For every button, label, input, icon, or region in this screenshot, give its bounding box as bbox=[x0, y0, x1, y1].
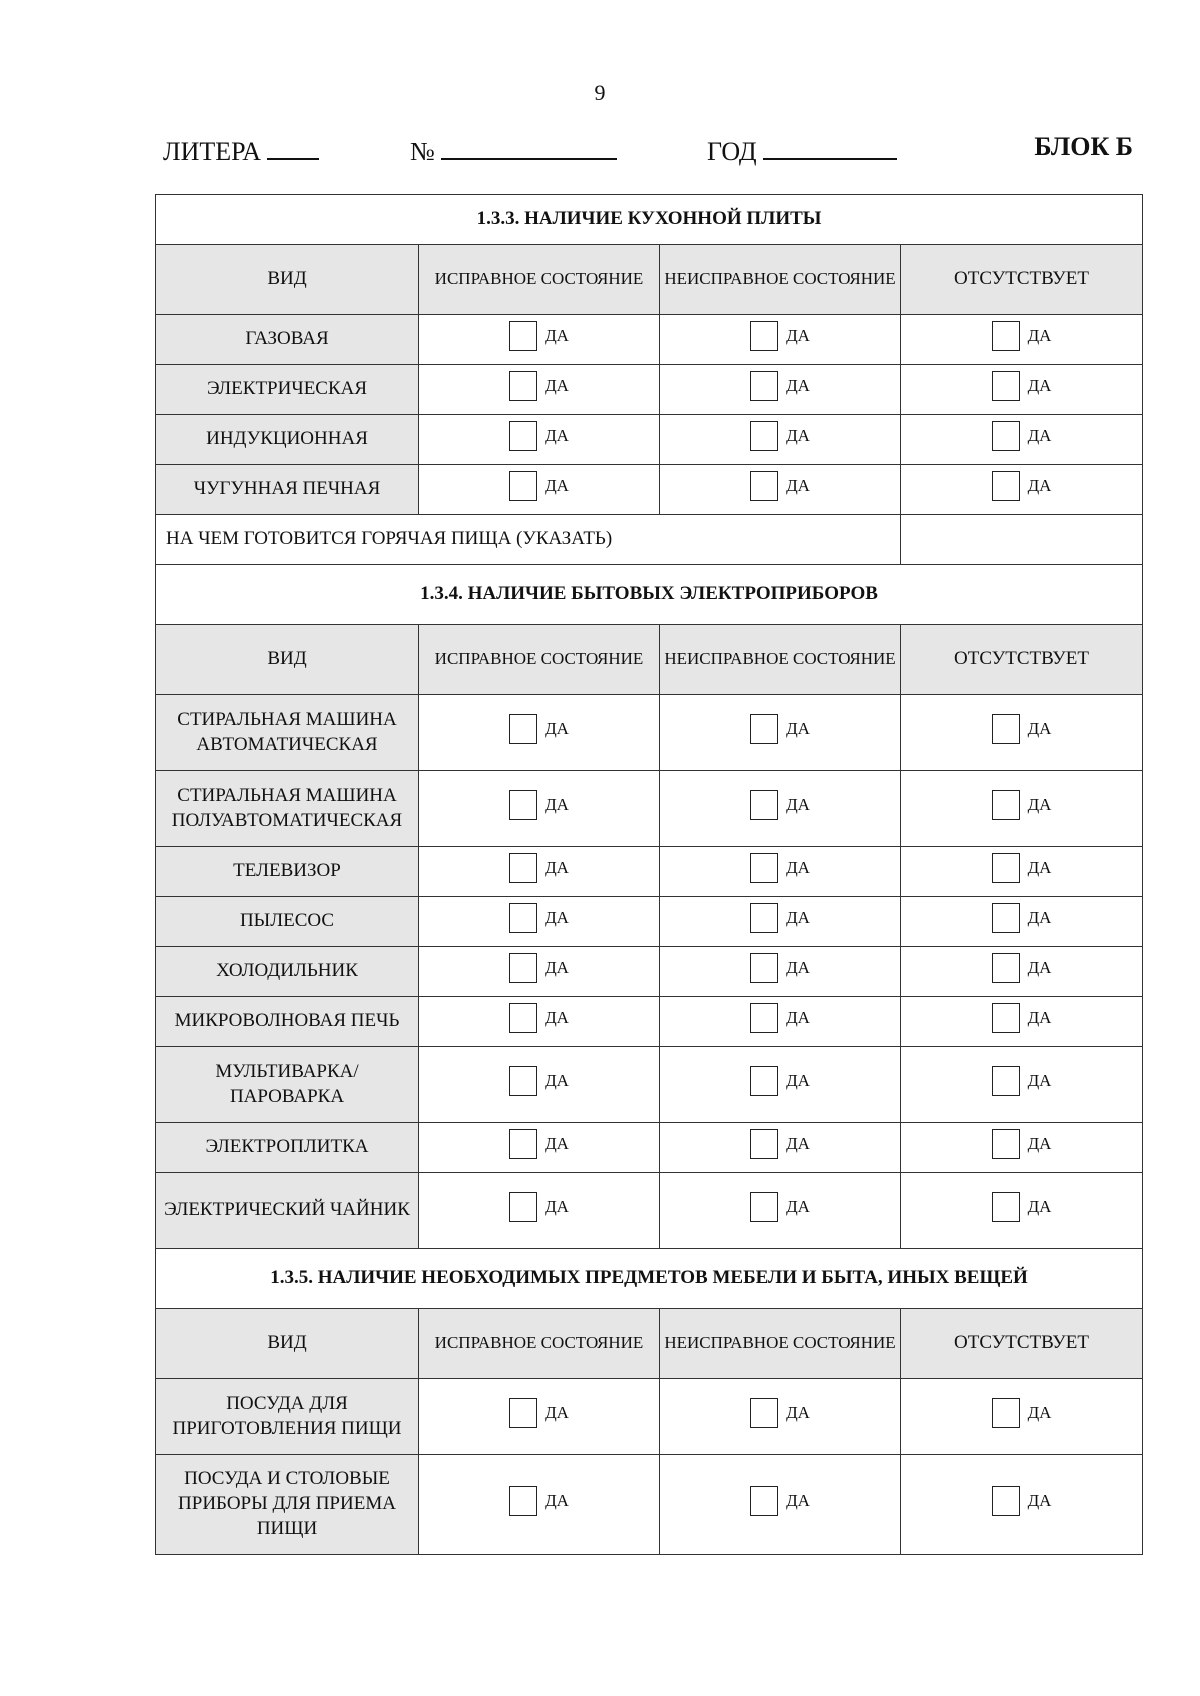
option-cell-absent bbox=[901, 315, 1143, 365]
checkbox-box[interactable] bbox=[992, 371, 1020, 401]
checkbox-label: ДА bbox=[1027, 957, 1052, 977]
block-title: БЛОК Б bbox=[1034, 132, 1133, 161]
checkbox-box[interactable] bbox=[992, 1398, 1020, 1428]
row-label: СТИРАЛЬНАЯ МАШИНА АВТОМАТИЧЕСКАЯ bbox=[156, 695, 419, 771]
row-label: СТИРАЛЬНАЯ МАШИНА ПОЛУАВТОМАТИЧЕСКАЯ bbox=[156, 771, 419, 847]
table-row bbox=[156, 365, 1143, 415]
row-label: ЭЛЕКТРИЧЕСКИЙ ЧАЙНИК bbox=[156, 1173, 419, 1249]
option-cell-working bbox=[419, 1379, 660, 1455]
checkbox-box[interactable] bbox=[750, 471, 778, 501]
checkbox-label: ДА bbox=[786, 957, 810, 977]
checkbox-broken[interactable] bbox=[750, 903, 810, 933]
checkbox-absent[interactable] bbox=[992, 1486, 1052, 1516]
row-label: ЭЛЕКТРОПЛИТКА bbox=[156, 1123, 419, 1173]
checkbox-box[interactable] bbox=[750, 1066, 778, 1096]
note-row bbox=[156, 515, 1143, 565]
checkbox-absent[interactable] bbox=[992, 1003, 1052, 1033]
checkbox-working[interactable] bbox=[509, 371, 569, 401]
checkbox-label: ДА bbox=[786, 1007, 810, 1027]
checkbox-box[interactable] bbox=[750, 421, 778, 451]
checkbox-absent[interactable] bbox=[992, 471, 1052, 501]
checkbox-label: ДА bbox=[545, 1402, 569, 1422]
row-label: ТЕЛЕВИЗОР bbox=[156, 847, 419, 897]
checkbox-box[interactable] bbox=[992, 1129, 1020, 1159]
page-number: 9 bbox=[594, 80, 606, 105]
checkbox-label: ДА bbox=[545, 1070, 569, 1090]
checkbox-box[interactable] bbox=[509, 714, 537, 744]
checkbox-label: ДА bbox=[1027, 1490, 1052, 1510]
section-title: 1.3.4. НАЛИЧИЕ БЫТОВЫХ ЭЛЕКТРОПРИБОРОВ bbox=[156, 565, 1143, 625]
checkbox-box[interactable] bbox=[992, 714, 1020, 744]
checkbox-label: ДА bbox=[786, 1070, 810, 1090]
table-row bbox=[156, 315, 1143, 365]
option-cell-absent bbox=[901, 1047, 1143, 1123]
checkbox-label: ДА bbox=[786, 425, 810, 445]
option-cell-working bbox=[419, 465, 660, 515]
option-cell-absent bbox=[901, 947, 1143, 997]
checkbox-broken[interactable] bbox=[750, 1192, 810, 1222]
checkbox-label: ДА bbox=[786, 907, 810, 927]
checkbox-label: ДА bbox=[545, 1490, 569, 1510]
row-label: ГАЗОВАЯ bbox=[156, 315, 419, 365]
option-cell-working bbox=[419, 847, 660, 897]
checkbox-working[interactable] bbox=[509, 1129, 569, 1159]
checkbox-label: ДА bbox=[1027, 375, 1052, 395]
checkbox-label: ДА bbox=[1027, 1196, 1052, 1216]
section-title: 1.3.5. НАЛИЧИЕ НЕОБХОДИМЫХ ПРЕДМЕТОВ МЕБЕЛИ И БЫТА, ИНЫХ ВЕЩЕЙ bbox=[156, 1249, 1143, 1309]
checkbox-label: ДА bbox=[786, 1133, 810, 1153]
checkbox-box[interactable] bbox=[509, 371, 537, 401]
checkbox-absent[interactable] bbox=[992, 371, 1052, 401]
option-cell-broken bbox=[660, 771, 901, 847]
option-cell-absent bbox=[901, 897, 1143, 947]
table-row bbox=[156, 1379, 1143, 1455]
checkbox-working[interactable] bbox=[509, 714, 569, 744]
litera-field[interactable] bbox=[163, 132, 319, 167]
checkbox-label: ДА bbox=[545, 375, 569, 395]
option-cell-working bbox=[419, 1173, 660, 1249]
table-row bbox=[156, 1047, 1143, 1123]
checkbox-working[interactable] bbox=[509, 1486, 569, 1516]
year-field[interactable] bbox=[707, 132, 897, 167]
option-cell-absent bbox=[901, 1379, 1143, 1455]
checkbox-absent[interactable] bbox=[992, 953, 1052, 983]
checkbox-absent[interactable] bbox=[992, 1129, 1052, 1159]
note-answer-field[interactable] bbox=[901, 515, 1143, 565]
checkbox-label: ДА bbox=[545, 1133, 569, 1153]
checkbox-label: ДА bbox=[545, 1196, 569, 1216]
option-cell-broken bbox=[660, 1455, 901, 1555]
litera-input-line[interactable] bbox=[267, 132, 319, 160]
table-row bbox=[156, 771, 1143, 847]
checkbox-box[interactable] bbox=[750, 853, 778, 883]
checkbox-box[interactable] bbox=[992, 321, 1020, 351]
option-cell-working bbox=[419, 771, 660, 847]
option-cell-absent bbox=[901, 847, 1143, 897]
checkbox-broken[interactable] bbox=[750, 321, 810, 351]
option-cell-working bbox=[419, 897, 660, 947]
checkbox-box[interactable] bbox=[509, 1486, 537, 1516]
table-row bbox=[156, 465, 1143, 515]
checkbox-box[interactable] bbox=[509, 790, 537, 820]
checkbox-label: ДА bbox=[1027, 718, 1052, 738]
checkbox-label: ДА bbox=[786, 1402, 810, 1422]
option-cell-absent bbox=[901, 1123, 1143, 1173]
option-cell-broken bbox=[660, 1047, 901, 1123]
option-cell-broken bbox=[660, 465, 901, 515]
litera-label: ЛИТЕРА bbox=[163, 137, 262, 166]
option-cell-absent bbox=[901, 771, 1143, 847]
section-title-row bbox=[156, 565, 1143, 625]
table-row bbox=[156, 1173, 1143, 1249]
row-label: МУЛЬТИВАРКА/ ПАРОВАРКА bbox=[156, 1047, 419, 1123]
option-cell-working bbox=[419, 415, 660, 465]
option-cell-absent bbox=[901, 695, 1143, 771]
option-cell-working bbox=[419, 997, 660, 1047]
row-label: ХОЛОДИЛЬНИК bbox=[156, 947, 419, 997]
number-field[interactable] bbox=[410, 132, 617, 167]
checkbox-box[interactable] bbox=[992, 790, 1020, 820]
option-cell-absent bbox=[901, 415, 1143, 465]
checkbox-box[interactable] bbox=[509, 1129, 537, 1159]
option-cell-absent bbox=[901, 365, 1143, 415]
checkbox-box[interactable] bbox=[992, 903, 1020, 933]
checkbox-label: ДА bbox=[786, 475, 810, 495]
column-header-working: ИСПРАВНОЕ СОСТОЯНИЕ bbox=[419, 625, 660, 695]
checkbox-broken[interactable] bbox=[750, 1066, 810, 1096]
column-header-absent: ОТСУТСТВУЕТ bbox=[901, 625, 1143, 695]
option-cell-broken bbox=[660, 947, 901, 997]
checkbox-label: ДА bbox=[545, 794, 569, 814]
checkbox-label: ДА bbox=[545, 425, 569, 445]
checkbox-label: ДА bbox=[786, 718, 810, 738]
option-cell-absent bbox=[901, 1455, 1143, 1555]
option-cell-working bbox=[419, 1123, 660, 1173]
option-cell-working bbox=[419, 315, 660, 365]
checkbox-box[interactable] bbox=[992, 421, 1020, 451]
column-header-absent: ОТСУТСТВУЕТ bbox=[901, 1309, 1143, 1379]
option-cell-working bbox=[419, 1455, 660, 1555]
checkbox-broken[interactable] bbox=[750, 471, 810, 501]
table-row bbox=[156, 997, 1143, 1047]
option-cell-broken bbox=[660, 997, 901, 1047]
checkbox-broken[interactable] bbox=[750, 790, 810, 820]
checkbox-working[interactable] bbox=[509, 1192, 569, 1222]
option-cell-broken bbox=[660, 1123, 901, 1173]
column-header-working: ИСПРАВНОЕ СОСТОЯНИЕ bbox=[419, 1309, 660, 1379]
checkbox-box[interactable] bbox=[750, 953, 778, 983]
checkbox-box[interactable] bbox=[509, 1066, 537, 1096]
option-cell-broken bbox=[660, 847, 901, 897]
row-label: ПЫЛЕСОС bbox=[156, 897, 419, 947]
checkbox-label: ДА bbox=[545, 957, 569, 977]
column-header-row bbox=[156, 625, 1143, 695]
checkbox-box[interactable] bbox=[750, 903, 778, 933]
checkbox-label: ДА bbox=[1027, 1007, 1052, 1027]
option-cell-absent bbox=[901, 997, 1143, 1047]
checkbox-label: ДА bbox=[1027, 1070, 1052, 1090]
checkbox-label: ДА bbox=[1027, 1402, 1052, 1422]
checkbox-box[interactable] bbox=[509, 471, 537, 501]
checkbox-label: ДА bbox=[1027, 794, 1052, 814]
option-cell-broken bbox=[660, 897, 901, 947]
checkbox-box[interactable] bbox=[992, 1003, 1020, 1033]
checkbox-label: ДА bbox=[545, 907, 569, 927]
checkbox-label: ДА bbox=[545, 718, 569, 738]
section-title-row bbox=[156, 1249, 1143, 1309]
checkbox-label: ДА bbox=[545, 475, 569, 495]
checkbox-label: ДА bbox=[1027, 907, 1052, 927]
row-label: ИНДУКЦИОННАЯ bbox=[156, 415, 419, 465]
checkbox-box[interactable] bbox=[750, 1003, 778, 1033]
note-label: НА ЧЕМ ГОТОВИТСЯ ГОРЯЧАЯ ПИЩА (УКАЗАТЬ) bbox=[156, 515, 901, 565]
row-label: ЧУГУННАЯ ПЕЧНАЯ bbox=[156, 465, 419, 515]
column-header-row bbox=[156, 245, 1143, 315]
table-row bbox=[156, 947, 1143, 997]
checkbox-box[interactable] bbox=[750, 1129, 778, 1159]
option-cell-broken bbox=[660, 695, 901, 771]
checkbox-box[interactable] bbox=[509, 903, 537, 933]
checkbox-label: ДА bbox=[786, 1196, 810, 1216]
checkbox-label: ДА bbox=[1027, 425, 1052, 445]
checkbox-working[interactable] bbox=[509, 853, 569, 883]
checkbox-box[interactable] bbox=[750, 1398, 778, 1428]
option-cell-working bbox=[419, 1047, 660, 1123]
column-header-kind: ВИД bbox=[156, 625, 419, 695]
checkbox-label: ДА bbox=[545, 857, 569, 877]
checkbox-broken[interactable] bbox=[750, 371, 810, 401]
checkbox-label: ДА bbox=[786, 1490, 810, 1510]
checkbox-box[interactable] bbox=[509, 953, 537, 983]
checkbox-broken[interactable] bbox=[750, 421, 810, 451]
number-label: № bbox=[410, 137, 435, 166]
inventory-form-table bbox=[155, 194, 1143, 1555]
table-row bbox=[156, 415, 1143, 465]
checkbox-box[interactable] bbox=[750, 1192, 778, 1222]
option-cell-broken bbox=[660, 315, 901, 365]
checkbox-absent[interactable] bbox=[992, 853, 1052, 883]
table-row bbox=[156, 847, 1143, 897]
table-row bbox=[156, 1455, 1143, 1555]
checkbox-absent[interactable] bbox=[992, 714, 1052, 744]
checkbox-broken[interactable] bbox=[750, 714, 810, 744]
checkbox-box[interactable] bbox=[509, 1192, 537, 1222]
checkbox-broken[interactable] bbox=[750, 953, 810, 983]
checkbox-working[interactable] bbox=[509, 321, 569, 351]
checkbox-box[interactable] bbox=[992, 953, 1020, 983]
column-header-absent: ОТСУТСТВУЕТ bbox=[901, 245, 1143, 315]
row-label: ПОСУДА ДЛЯ ПРИГОТОВЛЕНИЯ ПИЩИ bbox=[156, 1379, 419, 1455]
checkbox-box[interactable] bbox=[992, 1066, 1020, 1096]
checkbox-working[interactable] bbox=[509, 1398, 569, 1428]
checkbox-box[interactable] bbox=[750, 714, 778, 744]
checkbox-working[interactable] bbox=[509, 1003, 569, 1033]
option-cell-broken bbox=[660, 365, 901, 415]
checkbox-broken[interactable] bbox=[750, 853, 810, 883]
checkbox-absent[interactable] bbox=[992, 321, 1052, 351]
checkbox-box[interactable] bbox=[509, 421, 537, 451]
column-header-kind: ВИД bbox=[156, 1309, 419, 1379]
checkbox-label: ДА bbox=[1027, 1133, 1052, 1153]
checkbox-label: ДА bbox=[786, 857, 810, 877]
table-row bbox=[156, 897, 1143, 947]
checkbox-box[interactable] bbox=[509, 1398, 537, 1428]
option-cell-broken bbox=[660, 1173, 901, 1249]
column-header-broken: НЕИСПРАВНОЕ СОСТОЯНИЕ bbox=[660, 625, 901, 695]
checkbox-absent[interactable] bbox=[992, 1066, 1052, 1096]
checkbox-box[interactable] bbox=[509, 1003, 537, 1033]
option-cell-working bbox=[419, 365, 660, 415]
row-label: ПОСУДА И СТОЛОВЫЕ ПРИБОРЫ ДЛЯ ПРИЕМА ПИЩИ bbox=[156, 1455, 419, 1555]
checkbox-working[interactable] bbox=[509, 790, 569, 820]
year-input-line[interactable] bbox=[763, 132, 897, 160]
checkbox-label: ДА bbox=[545, 325, 569, 345]
section-title: 1.3.3. НАЛИЧИЕ КУХОННОЙ ПЛИТЫ bbox=[156, 195, 1143, 245]
checkbox-absent[interactable] bbox=[992, 790, 1052, 820]
checkbox-absent[interactable] bbox=[992, 903, 1052, 933]
checkbox-label: ДА bbox=[786, 375, 810, 395]
column-header-row bbox=[156, 1309, 1143, 1379]
form-header bbox=[163, 132, 1133, 172]
checkbox-working[interactable] bbox=[509, 953, 569, 983]
checkbox-working[interactable] bbox=[509, 421, 569, 451]
checkbox-label: ДА bbox=[1027, 325, 1052, 345]
checkbox-broken[interactable] bbox=[750, 1129, 810, 1159]
checkbox-broken[interactable] bbox=[750, 1486, 810, 1516]
checkbox-broken[interactable] bbox=[750, 1003, 810, 1033]
checkbox-box[interactable] bbox=[509, 853, 537, 883]
number-input-line[interactable] bbox=[441, 132, 617, 160]
checkbox-absent[interactable] bbox=[992, 1398, 1052, 1428]
checkbox-working[interactable] bbox=[509, 1066, 569, 1096]
checkbox-box[interactable] bbox=[750, 371, 778, 401]
checkbox-label: ДА bbox=[1027, 857, 1052, 877]
checkbox-box[interactable] bbox=[509, 321, 537, 351]
year-label: ГОД bbox=[707, 137, 757, 166]
column-header-working: ИСПРАВНОЕ СОСТОЯНИЕ bbox=[419, 245, 660, 315]
checkbox-broken[interactable] bbox=[750, 1398, 810, 1428]
checkbox-box[interactable] bbox=[750, 1486, 778, 1516]
option-cell-absent bbox=[901, 465, 1143, 515]
option-cell-working bbox=[419, 947, 660, 997]
column-header-broken: НЕИСПРАВНОЕ СОСТОЯНИЕ bbox=[660, 1309, 901, 1379]
checkbox-box[interactable] bbox=[992, 1192, 1020, 1222]
checkbox-box[interactable] bbox=[750, 321, 778, 351]
checkbox-working[interactable] bbox=[509, 903, 569, 933]
table-row bbox=[156, 695, 1143, 771]
table-row bbox=[156, 1123, 1143, 1173]
checkbox-box[interactable] bbox=[992, 471, 1020, 501]
option-cell-broken bbox=[660, 1379, 901, 1455]
section-title-row bbox=[156, 195, 1143, 245]
checkbox-label: ДА bbox=[786, 794, 810, 814]
column-header-kind: ВИД bbox=[156, 245, 419, 315]
checkbox-absent[interactable] bbox=[992, 1192, 1052, 1222]
checkbox-label: ДА bbox=[545, 1007, 569, 1027]
option-cell-broken bbox=[660, 415, 901, 465]
column-header-broken: НЕИСПРАВНОЕ СОСТОЯНИЕ bbox=[660, 245, 901, 315]
checkbox-box[interactable] bbox=[992, 853, 1020, 883]
option-cell-absent bbox=[901, 1173, 1143, 1249]
checkbox-absent[interactable] bbox=[992, 421, 1052, 451]
checkbox-box[interactable] bbox=[750, 790, 778, 820]
checkbox-label: ДА bbox=[786, 325, 810, 345]
option-cell-working bbox=[419, 695, 660, 771]
row-label: ЭЛЕКТРИЧЕСКАЯ bbox=[156, 365, 419, 415]
row-label: МИКРОВОЛНОВАЯ ПЕЧЬ bbox=[156, 997, 419, 1047]
checkbox-label: ДА bbox=[1027, 475, 1052, 495]
checkbox-box[interactable] bbox=[992, 1486, 1020, 1516]
checkbox-working[interactable] bbox=[509, 471, 569, 501]
